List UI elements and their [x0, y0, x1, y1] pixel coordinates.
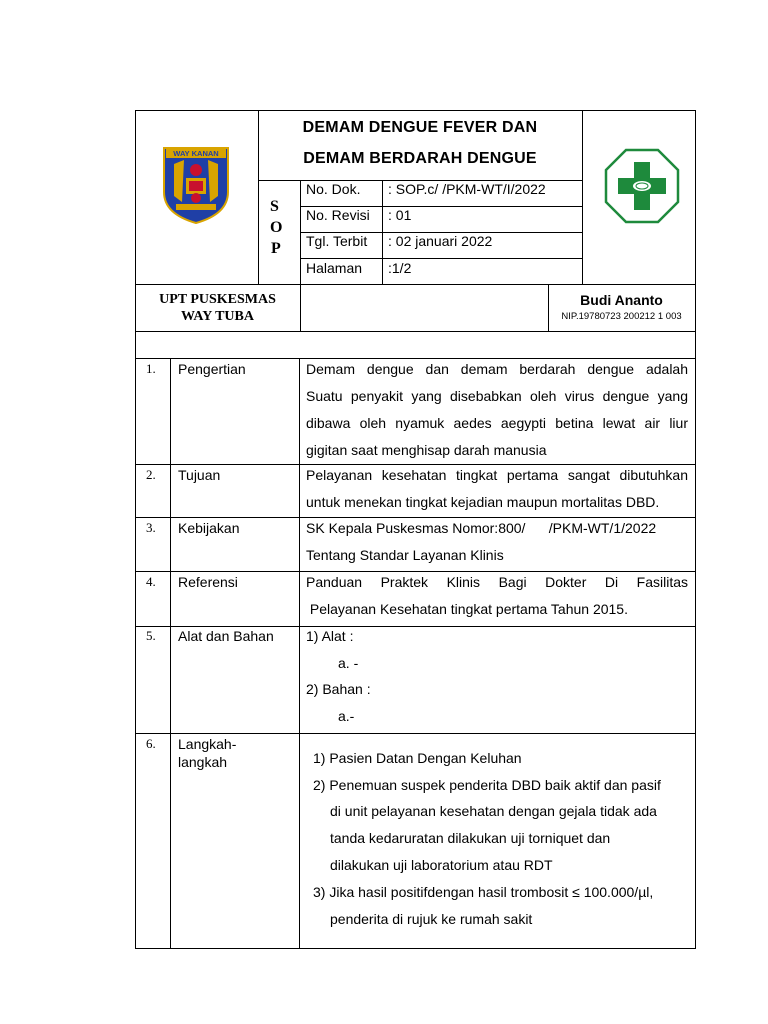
- row-number: 4.: [146, 574, 156, 589]
- row-text-line: Demam dengue dan demam berdarah dengue adalah: [306, 361, 688, 377]
- border-right: [695, 110, 696, 949]
- row-number: 2.: [146, 467, 156, 482]
- org-name-line2: WAY TUBA: [180, 309, 254, 324]
- meta-value-tgl-terbit: : 02 januari 2022: [388, 233, 493, 249]
- step-item-continuation: tanda kedaruratan dilakukan uji torniquet dan: [330, 830, 611, 846]
- border-left: [135, 110, 136, 949]
- row-number: 1.: [146, 361, 156, 376]
- signer-nip: NIP.19780723 200212 1 003: [561, 311, 682, 322]
- step-item-continuation: dilakukan uji laboratorium atau RDT: [330, 857, 553, 873]
- divider-meta-3: [300, 258, 582, 259]
- puskesmas-logo: [604, 148, 680, 224]
- border-bottom: [135, 948, 695, 949]
- row-text-line: dibawa oleh nyamuk aedes aegypti betina lewat air liur: [306, 415, 688, 431]
- list-item: a.-: [338, 708, 355, 724]
- row-label-kebijakan: Kebijakan: [178, 520, 240, 536]
- divider-blank: [135, 358, 695, 359]
- document-title-line2: DEMAM BERDARAH DENGUE: [303, 150, 537, 167]
- divider-org: [135, 331, 695, 332]
- row-text-line: Tentang Standar Layanan Klinis: [306, 547, 504, 563]
- row-label-pengertian: Pengertian: [178, 361, 246, 377]
- row-label-langkah-line2: langkah: [178, 754, 228, 770]
- list-item: a. -: [338, 655, 359, 671]
- list-item: 1) Alat :: [306, 628, 354, 644]
- row-text-line: SK Kepala Puskesmas Nomor:800/ /PKM-WT/1/2022: [306, 520, 657, 536]
- row-divider-5: [135, 733, 695, 734]
- sop-letter-o: O: [270, 219, 283, 236]
- row-label-referensi: Referensi: [178, 574, 238, 590]
- row-divider-2: [135, 517, 695, 518]
- document-title-line1: DEMAM DENGUE FEVER DAN: [302, 119, 538, 136]
- row-text-line: Suatu penyakit yang disebabkan oleh virus dengue yang: [306, 388, 688, 404]
- meta-value-no-dok: : SOP.c/ /PKM-WT/I/2022: [388, 181, 546, 197]
- row-label-alat-dan-bahan: Alat dan Bahan: [178, 628, 274, 644]
- step-item: 3) Jika hasil positifdengan hasil trombosit ≤ 100.000/µl,: [313, 884, 654, 900]
- list-item: 2) Bahan :: [306, 681, 371, 697]
- row-text-line: Pelayanan kesehatan tingkat pertama sangat dibutuhkan: [306, 467, 688, 483]
- meta-label-no-revisi: No. Revisi: [306, 207, 370, 223]
- meta-label-tgl-terbit: Tgl. Terbit: [306, 233, 368, 249]
- divider-sop: [300, 180, 301, 284]
- row-number: 6.: [146, 736, 156, 751]
- divider-org-col: [300, 284, 301, 331]
- row-text-line: Panduan Praktek Klinis Bagi Dokter Di Fasilitas: [306, 574, 688, 590]
- sop-letter-p: P: [271, 240, 281, 257]
- row-label-langkah-line1: Langkah-: [178, 736, 237, 752]
- row-divider-1: [135, 464, 695, 465]
- row-number: 5.: [146, 628, 156, 643]
- row-label-tujuan: Tujuan: [178, 467, 221, 483]
- way-kanan-logo: [160, 146, 232, 224]
- row-text-line: gigitan saat menghisap darah manusia: [306, 442, 547, 458]
- step-item-continuation: penderita di rujuk ke rumah sakit: [330, 911, 533, 927]
- row-divider-4: [135, 626, 695, 627]
- meta-value-halaman: :1/2: [388, 260, 412, 276]
- row-number: 3.: [146, 520, 156, 535]
- meta-label-halaman: Halaman: [306, 260, 363, 276]
- step-item: 2) Penemuan suspek penderita DBD baik aktif dan pasif: [313, 777, 661, 793]
- svg-text:WAY KANAN: WAY KANAN: [173, 149, 219, 158]
- org-name-line1: UPT PUSKESMAS: [159, 292, 276, 307]
- col-divider-num: [170, 358, 171, 948]
- row-text-line: untuk menekan tingkat kejadian maupun mortalitas DBD.: [306, 494, 660, 510]
- row-divider-3: [135, 571, 695, 572]
- col-divider-label: [299, 358, 300, 948]
- divider-header: [135, 284, 695, 285]
- border-top: [135, 110, 695, 111]
- step-item-continuation: di unit pelayanan kesehatan dengan gejala tidak ada: [330, 803, 657, 819]
- signer-name: Budi Ananto: [580, 292, 663, 308]
- divider-right-logo: [582, 110, 583, 284]
- divider-meta-col: [382, 180, 383, 284]
- row-text-line: Pelayanan Kesehatan tingkat pertama Tahun 2015.: [306, 601, 628, 617]
- meta-label-no-dok: No. Dok.: [306, 181, 361, 197]
- meta-value-no-revisi: : 01: [388, 207, 412, 223]
- sop-letter-s: S: [270, 198, 279, 215]
- step-item: 1) Pasien Datan Dengan Keluhan: [313, 750, 522, 766]
